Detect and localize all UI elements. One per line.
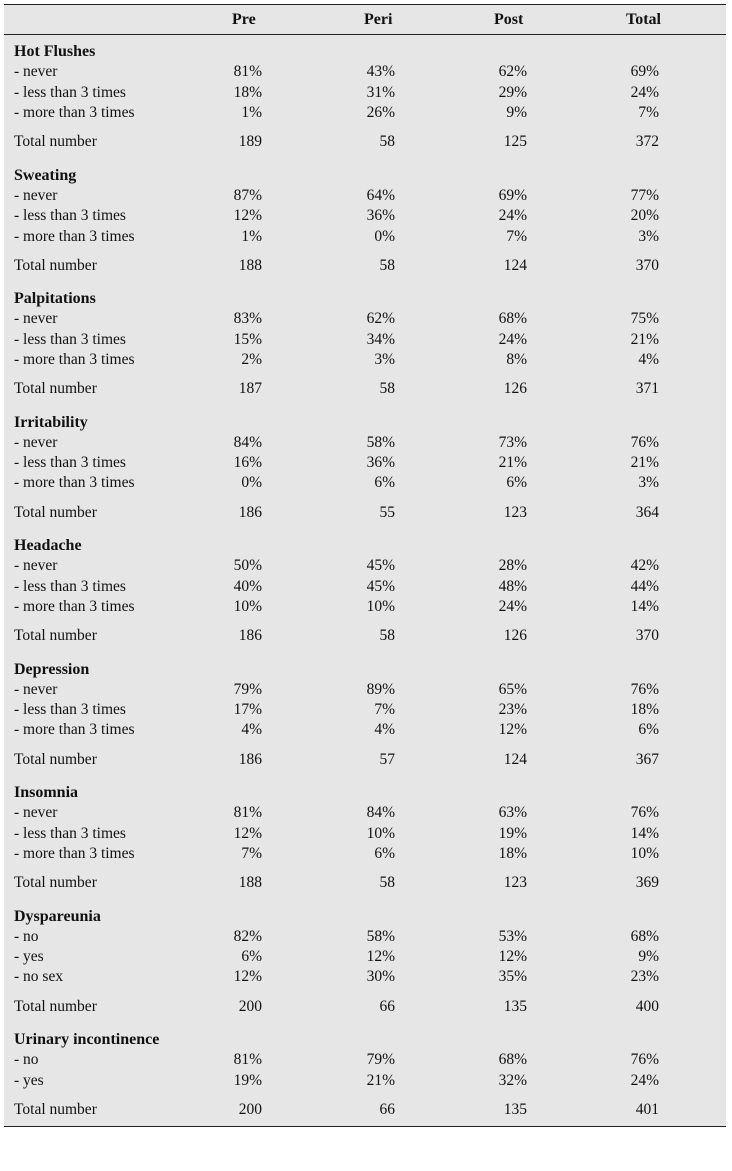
table-section [4, 529, 726, 652]
cell-total: 14% [630, 824, 659, 842]
cell-peri: 3% [374, 351, 395, 368]
cell-post: 7% [506, 227, 527, 245]
cell-peri: 66 [379, 997, 395, 1015]
cell-post: 123 [503, 874, 527, 892]
cell-peri: 4% [374, 721, 395, 739]
cell-pre: 81% [233, 804, 262, 822]
row-label: - no [14, 1051, 39, 1069]
table-row [4, 206, 726, 226]
total-row [4, 873, 726, 893]
cell-pre: 40% [233, 577, 262, 595]
cell-peri: 45% [366, 557, 395, 575]
cell-peri: 58 [379, 133, 395, 151]
cell-post: 29% [498, 83, 527, 101]
row-label: - less than 3 times [14, 454, 126, 472]
cell-total: 400 [635, 997, 659, 1015]
row-label: Total number [14, 503, 97, 521]
section-title: Sweating [14, 166, 77, 184]
table-section [4, 652, 726, 775]
cell-pre: 2% [241, 351, 262, 368]
cell-pre: 1% [241, 227, 262, 245]
section-title: Hot Flushes [14, 43, 96, 61]
section-title: Urinary incontinence [14, 1031, 160, 1049]
cell-total: 3% [638, 227, 659, 245]
cell-pre: 16% [233, 454, 262, 472]
cell-pre: 6% [241, 948, 262, 966]
table-row [4, 824, 726, 844]
cell-post: 69% [498, 186, 527, 204]
row-label: - less than 3 times [14, 330, 126, 348]
cell-peri: 58 [379, 380, 395, 398]
table-section [4, 282, 726, 405]
table-row [4, 433, 726, 453]
table-row [4, 350, 726, 370]
cell-total: 20% [630, 207, 659, 225]
cell-peri: 58% [366, 433, 395, 451]
cell-pre: 18% [233, 83, 262, 101]
cell-total: 7% [638, 104, 659, 122]
header-post: Post [494, 10, 524, 28]
table-row [4, 83, 726, 103]
row-label: - more than 3 times [14, 351, 135, 368]
table-row [4, 556, 726, 576]
cell-post: 65% [498, 680, 527, 698]
cell-pre: 50% [233, 557, 262, 575]
cell-total: 76% [630, 804, 659, 822]
cell-total: 21% [630, 330, 659, 348]
cell-post: 73% [498, 433, 527, 451]
cell-total: 14% [630, 597, 659, 615]
cell-peri: 21% [366, 1071, 395, 1089]
cell-peri: 55 [379, 503, 395, 521]
row-label: - never [14, 433, 58, 451]
cell-post: 135 [503, 1100, 527, 1118]
row-label: Total number [14, 133, 97, 151]
cell-post: 126 [503, 627, 527, 645]
cell-post: 53% [498, 927, 527, 945]
row-label: - less than 3 times [14, 577, 126, 595]
cell-peri: 12% [366, 948, 395, 966]
section-title: Irritability [14, 413, 88, 431]
table-row [4, 186, 726, 206]
cell-post: 48% [498, 577, 527, 595]
section-title: Insomnia [14, 784, 79, 802]
cell-post: 21% [498, 454, 527, 472]
cell-peri: 10% [366, 597, 395, 615]
table-section [4, 776, 726, 899]
section-title: Palpitations [14, 290, 96, 308]
row-label: - more than 3 times [14, 474, 135, 492]
cell-total: 370 [635, 627, 659, 645]
cell-total: 44% [630, 577, 659, 595]
cell-peri: 57 [379, 750, 395, 768]
table-section [4, 158, 726, 281]
row-label: - more than 3 times [14, 721, 135, 739]
cell-pre: 1% [241, 104, 262, 122]
cell-peri: 36% [366, 207, 395, 225]
cell-total: 369 [635, 874, 659, 892]
table-row [4, 330, 726, 350]
cell-post: 124 [503, 256, 527, 274]
row-label: - yes [14, 1071, 44, 1089]
cell-post: 68% [498, 1051, 527, 1069]
cell-pre: 12% [233, 207, 262, 225]
cell-pre: 87% [233, 186, 262, 204]
row-label: - less than 3 times [14, 83, 126, 101]
total-row [4, 503, 726, 523]
cell-peri: 36% [366, 454, 395, 472]
cell-post: 23% [498, 701, 527, 719]
row-label: Total number [14, 256, 97, 274]
section-title: Headache [14, 537, 82, 555]
cell-post: 35% [498, 968, 527, 986]
table-row [4, 62, 726, 82]
cell-pre: 84% [233, 433, 262, 451]
cell-total: 21% [630, 454, 659, 472]
cell-total: 9% [638, 948, 659, 966]
cell-pre: 188 [238, 874, 262, 892]
cell-pre: 189 [238, 133, 262, 151]
cell-post: 12% [498, 721, 527, 739]
table-row [4, 226, 726, 246]
header-total: Total [626, 10, 661, 28]
table-row [4, 597, 726, 617]
total-row [4, 379, 726, 399]
cell-post: 9% [506, 104, 527, 122]
row-label: Total number [14, 627, 97, 645]
table-section [4, 405, 726, 528]
header-peri: Peri [364, 10, 393, 28]
table-section [4, 899, 726, 1022]
cell-post: 24% [498, 330, 527, 348]
cell-peri: 79% [366, 1051, 395, 1069]
cell-post: 125 [503, 133, 527, 151]
cell-peri: 31% [366, 83, 395, 101]
table-row [4, 577, 726, 597]
cell-pre: 12% [233, 968, 262, 986]
row-label: - no [14, 927, 39, 945]
cell-peri: 45% [366, 577, 395, 595]
cell-pre: 15% [233, 330, 262, 348]
cell-pre: 79% [233, 680, 262, 698]
cell-total: 68% [630, 927, 659, 945]
cell-peri: 64% [366, 186, 395, 204]
total-row [4, 750, 726, 770]
row-label: - never [14, 310, 58, 328]
cell-post: 18% [498, 844, 527, 862]
cell-total: 23% [630, 968, 659, 986]
cell-pre: 19% [233, 1071, 262, 1089]
row-label: - yes [14, 948, 44, 966]
cell-peri: 89% [366, 680, 395, 698]
table-row [4, 453, 726, 473]
cell-total: 69% [630, 63, 659, 81]
cell-post: 68% [498, 310, 527, 328]
cell-pre: 186 [238, 750, 262, 768]
cell-peri: 26% [366, 104, 395, 122]
table-row [4, 103, 726, 123]
cell-post: 12% [498, 948, 527, 966]
row-label: - never [14, 680, 58, 698]
table-row [4, 1070, 726, 1090]
cell-pre: 188 [238, 256, 262, 274]
section-title: Dyspareunia [14, 907, 101, 925]
row-label: - never [14, 557, 58, 575]
cell-pre: 10% [233, 597, 262, 615]
cell-total: 3% [638, 474, 659, 492]
cell-total: 401 [635, 1100, 659, 1118]
cell-total: 76% [630, 433, 659, 451]
row-label: - less than 3 times [14, 207, 126, 225]
cell-pre: 186 [238, 627, 262, 645]
table-row [4, 803, 726, 823]
cell-post: 123 [503, 503, 527, 521]
cell-total: 370 [635, 256, 659, 274]
cell-pre: 82% [233, 927, 262, 945]
cell-peri: 30% [366, 968, 395, 986]
cell-post: 24% [498, 207, 527, 225]
cell-post: 124 [503, 750, 527, 768]
cell-peri: 6% [374, 474, 395, 492]
cell-total: 24% [630, 83, 659, 101]
table-section [4, 1023, 726, 1126]
cell-total: 6% [638, 721, 659, 739]
table-row [4, 309, 726, 329]
table-row [4, 927, 726, 947]
cell-pre: 17% [233, 701, 262, 719]
row-label: Total number [14, 380, 97, 398]
cell-total: 18% [630, 701, 659, 719]
cell-peri: 66 [379, 1100, 395, 1118]
cell-post: 8% [506, 351, 527, 368]
cell-peri: 84% [366, 804, 395, 822]
cell-total: 364 [635, 503, 659, 521]
cell-peri: 58 [379, 256, 395, 274]
table-row [4, 1050, 726, 1070]
row-label: - never [14, 63, 58, 81]
cell-pre: 7% [241, 844, 262, 862]
cell-post: 126 [503, 380, 527, 398]
cell-peri: 58 [379, 874, 395, 892]
table-row [4, 844, 726, 864]
cell-post: 24% [498, 597, 527, 615]
cell-pre: 81% [233, 63, 262, 81]
cell-pre: 83% [233, 310, 262, 328]
total-row [4, 1100, 726, 1120]
cell-pre: 4% [241, 721, 262, 739]
row-label: - no sex [14, 968, 64, 986]
row-label: - more than 3 times [14, 597, 135, 615]
cell-pre: 200 [238, 1100, 262, 1118]
table-row [4, 680, 726, 700]
cell-total: 75% [630, 310, 659, 328]
cell-peri: 0% [374, 227, 395, 245]
table-header [4, 5, 726, 35]
cell-post: 28% [498, 557, 527, 575]
header-pre: Pre [232, 10, 256, 28]
cell-total: 42% [630, 557, 659, 575]
cell-total: 4% [638, 351, 659, 368]
cell-pre: 187 [238, 380, 262, 398]
cell-total: 76% [630, 680, 659, 698]
row-label: Total number [14, 750, 97, 768]
cell-total: 76% [630, 1051, 659, 1069]
table-row [4, 720, 726, 740]
cell-post: 32% [498, 1071, 527, 1089]
row-label: - less than 3 times [14, 701, 126, 719]
table-row [4, 967, 726, 987]
cell-pre: 81% [233, 1051, 262, 1069]
cell-peri: 58% [366, 927, 395, 945]
cell-peri: 6% [374, 844, 395, 862]
table-section [4, 35, 726, 158]
total-row [4, 256, 726, 276]
cell-peri: 62% [366, 310, 395, 328]
total-row [4, 626, 726, 646]
cell-post: 19% [498, 824, 527, 842]
cell-peri: 58 [379, 627, 395, 645]
table-body [4, 35, 726, 1126]
cell-total: 367 [635, 750, 659, 768]
cell-total: 371 [635, 380, 659, 398]
row-label: - never [14, 804, 58, 822]
table-row [4, 473, 726, 493]
cell-post: 135 [503, 997, 527, 1015]
cell-total: 372 [635, 133, 659, 151]
row-label: Total number [14, 874, 97, 892]
cell-peri: 43% [366, 63, 395, 81]
total-row [4, 132, 726, 152]
row-label: - more than 3 times [14, 227, 135, 245]
symptom-table [4, 4, 726, 1127]
row-label: - more than 3 times [14, 104, 135, 122]
cell-total: 77% [630, 186, 659, 204]
cell-pre: 12% [233, 824, 262, 842]
cell-post: 62% [498, 63, 527, 81]
cell-pre: 0% [241, 474, 262, 492]
cell-peri: 34% [366, 330, 395, 348]
cell-peri: 7% [374, 701, 395, 719]
cell-total: 10% [630, 844, 659, 862]
section-title: Depression [14, 660, 90, 678]
row-label: - more than 3 times [14, 844, 135, 862]
cell-post: 6% [506, 474, 527, 492]
table-row [4, 700, 726, 720]
row-label: - less than 3 times [14, 824, 126, 842]
total-row [4, 997, 726, 1017]
table-row [4, 947, 726, 967]
cell-post: 63% [498, 804, 527, 822]
cell-total: 24% [630, 1071, 659, 1089]
row-label: Total number [14, 1100, 97, 1118]
cell-pre: 186 [238, 503, 262, 521]
row-label: Total number [14, 997, 97, 1015]
row-label: - never [14, 186, 58, 204]
cell-peri: 10% [366, 824, 395, 842]
cell-pre: 200 [238, 997, 262, 1015]
